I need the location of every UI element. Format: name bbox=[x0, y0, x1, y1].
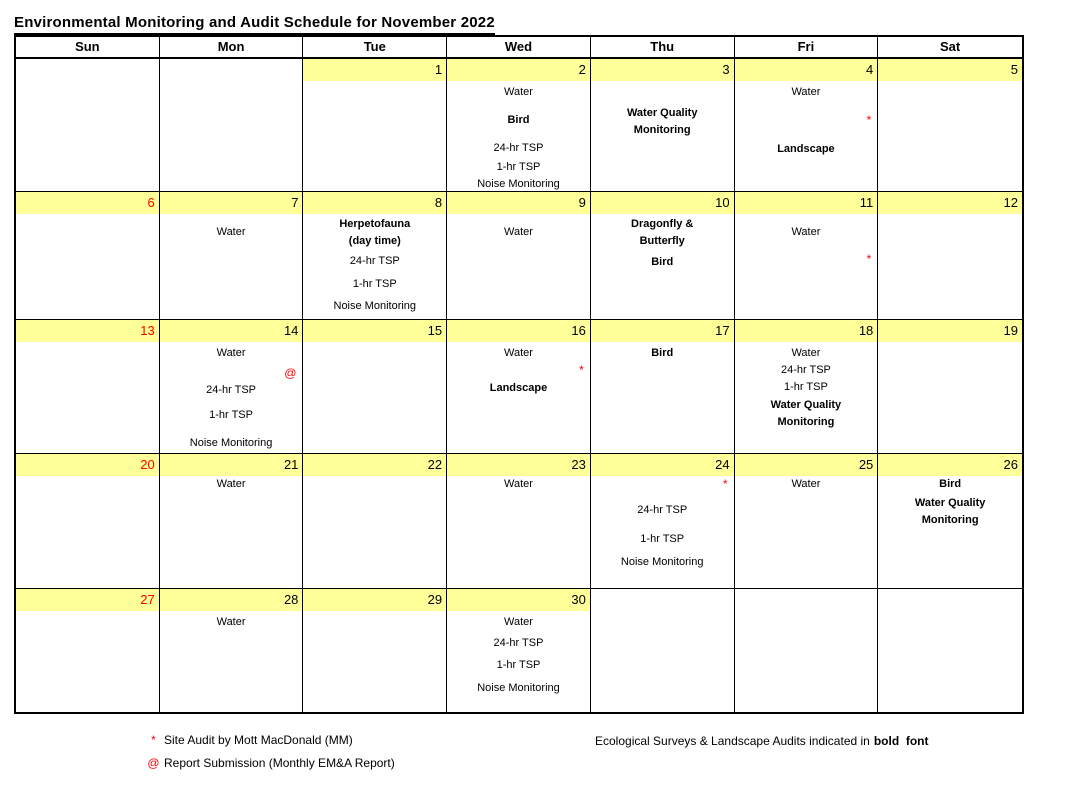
day-cell-8 bbox=[303, 192, 447, 319]
date-number: 29 bbox=[427, 592, 443, 607]
date-number: 23 bbox=[571, 457, 586, 472]
site-audit-marker: * bbox=[866, 252, 872, 266]
day-cell-4 bbox=[735, 59, 879, 191]
day-cell-16 bbox=[447, 320, 591, 453]
day-cell-17 bbox=[591, 320, 735, 453]
site-audit-asterisk-icon: * bbox=[151, 733, 156, 747]
day-cell-21 bbox=[160, 454, 304, 588]
date-number: 13 bbox=[140, 323, 155, 338]
day-cell-20 bbox=[16, 454, 160, 588]
day-cell-27 bbox=[16, 589, 160, 712]
date-number: 20 bbox=[140, 457, 155, 472]
day-cell-3 bbox=[591, 59, 735, 191]
week-row-4 bbox=[16, 454, 1022, 589]
report-submission-at-icon: @ bbox=[147, 756, 160, 770]
report-submission-text: Report Submission (Monthly EM&A Report) bbox=[164, 756, 395, 770]
activity-label: Water bbox=[504, 226, 533, 238]
week-row-2 bbox=[16, 192, 1022, 320]
activity-label: (day time) bbox=[348, 235, 401, 247]
activity-label: 1-hr TSP bbox=[496, 659, 541, 671]
report-submission-marker: @ bbox=[284, 366, 297, 380]
activity-label: Noise Monitoring bbox=[620, 556, 704, 568]
empty-cell bbox=[160, 59, 304, 191]
date-number: 14 bbox=[283, 323, 299, 338]
date-number: 4 bbox=[866, 62, 874, 77]
activity-label: Water bbox=[791, 347, 821, 359]
activity-label: Water Quality bbox=[914, 497, 986, 509]
legend bbox=[146, 733, 395, 779]
activity-label: Noise Monitoring bbox=[477, 178, 560, 190]
day-cell-13 bbox=[16, 320, 160, 453]
activity-label: 1-hr TSP bbox=[640, 533, 685, 545]
bold-font-note bbox=[595, 734, 929, 749]
day-cell-19 bbox=[878, 320, 1022, 453]
date-bar bbox=[16, 454, 159, 476]
date-number: 8 bbox=[434, 195, 443, 210]
date-number: 10 bbox=[715, 195, 730, 210]
day-header-wed: Wed bbox=[447, 37, 591, 57]
date-number: 17 bbox=[715, 323, 730, 338]
day-cell-22 bbox=[303, 454, 447, 588]
activity-label: 1-hr TSP bbox=[352, 278, 397, 290]
date-number: 6 bbox=[147, 195, 155, 210]
calendar-body bbox=[16, 59, 1022, 712]
date-bar bbox=[16, 589, 159, 611]
date-bar bbox=[447, 320, 590, 342]
day-cell-24 bbox=[591, 454, 735, 588]
activity-label: 24-hr TSP bbox=[349, 255, 400, 267]
day-cell-10 bbox=[591, 192, 735, 319]
empty-cell bbox=[878, 589, 1022, 712]
activity-label: Water bbox=[504, 478, 533, 490]
day-cell-28 bbox=[160, 589, 304, 712]
date-bar bbox=[16, 320, 159, 342]
activity-label: 1-hr TSP bbox=[784, 381, 828, 393]
site-audit-marker: * bbox=[722, 477, 728, 491]
date-bar bbox=[447, 589, 590, 611]
day-cell-18 bbox=[735, 320, 879, 453]
date-bar bbox=[447, 192, 590, 214]
activity-label: Water bbox=[791, 226, 821, 238]
date-number: 3 bbox=[722, 62, 730, 77]
activity-label: Dragonfly & bbox=[631, 218, 694, 230]
day-cell-1 bbox=[303, 59, 447, 191]
activity-label: Monitoring bbox=[921, 514, 979, 526]
bold-note-prefix: Ecological Surveys & Landscape Audits indicated in bbox=[595, 734, 870, 748]
date-number: 26 bbox=[1003, 457, 1018, 472]
activity-label: Monitoring bbox=[633, 124, 691, 136]
day-cell-12 bbox=[878, 192, 1022, 319]
date-number: 18 bbox=[858, 323, 874, 338]
date-bar bbox=[160, 454, 303, 476]
day-header-fri: Fri bbox=[735, 37, 879, 57]
activity-label: Water bbox=[791, 478, 821, 490]
day-header-sun: Sun bbox=[16, 37, 160, 57]
date-bar bbox=[591, 320, 734, 342]
activity-label: Water bbox=[504, 616, 533, 628]
date-bar bbox=[591, 192, 734, 214]
date-number: 27 bbox=[140, 592, 155, 607]
activity-label: Monitoring bbox=[777, 416, 835, 428]
activity-label: Bird bbox=[939, 478, 962, 490]
date-bar bbox=[735, 192, 878, 214]
empty-cell bbox=[735, 589, 879, 712]
date-bar bbox=[878, 192, 1022, 214]
day-cell-25 bbox=[735, 454, 879, 588]
date-number: 12 bbox=[1003, 195, 1018, 210]
date-number: 16 bbox=[571, 323, 586, 338]
day-cell-14 bbox=[160, 320, 304, 453]
activity-label: 24-hr TSP bbox=[493, 637, 544, 649]
date-number: 5 bbox=[1010, 62, 1018, 77]
site-audit-text: Site Audit by Mott MacDonald (MM) bbox=[164, 733, 353, 747]
report-submission-legend bbox=[146, 756, 395, 771]
activity-label: Water bbox=[216, 616, 246, 628]
day-cell-6 bbox=[16, 192, 160, 319]
activity-label: 1-hr TSP bbox=[209, 409, 253, 421]
activity-label: Water bbox=[791, 86, 821, 98]
date-bar bbox=[303, 320, 446, 342]
date-bar bbox=[303, 59, 446, 81]
empty-cell bbox=[591, 589, 735, 712]
day-cell-26 bbox=[878, 454, 1022, 588]
day-cell-2 bbox=[447, 59, 591, 191]
day-header-row bbox=[16, 37, 1022, 59]
date-bar bbox=[878, 320, 1022, 342]
date-number: 2 bbox=[578, 62, 586, 77]
activity-label: Herpetofauna bbox=[339, 218, 411, 230]
date-bar bbox=[591, 59, 734, 81]
activity-label: Water Quality bbox=[770, 399, 842, 411]
activity-label: 24-hr TSP bbox=[493, 142, 544, 154]
activity-label: Landscape bbox=[489, 382, 548, 394]
date-bar bbox=[303, 454, 446, 476]
page-title: Environmental Monitoring and Audit Schedule for November 2022 bbox=[14, 14, 495, 35]
day-header-mon: Mon bbox=[160, 37, 304, 57]
date-bar bbox=[303, 589, 446, 611]
activity-label: Water bbox=[504, 86, 533, 98]
activity-label: 1-hr TSP bbox=[496, 161, 541, 173]
week-row-3 bbox=[16, 320, 1022, 454]
bold-note-bold-part: bold font bbox=[873, 734, 929, 748]
site-audit-marker: * bbox=[579, 363, 584, 377]
date-number: 1 bbox=[434, 62, 443, 77]
activity-label: 24-hr TSP bbox=[637, 504, 688, 516]
date-bar bbox=[16, 192, 159, 214]
activity-label: Noise Monitoring bbox=[189, 437, 273, 449]
date-number: 30 bbox=[571, 592, 586, 607]
date-bar bbox=[160, 320, 303, 342]
date-bar bbox=[303, 192, 446, 214]
date-number: 24 bbox=[715, 457, 730, 472]
week-row-5 bbox=[16, 589, 1022, 712]
day-header-sat: Sat bbox=[940, 39, 961, 54]
day-cell-29 bbox=[303, 589, 447, 712]
activity-label: Water bbox=[216, 226, 246, 238]
date-number: 25 bbox=[858, 457, 874, 472]
day-cell-15 bbox=[303, 320, 447, 453]
date-bar bbox=[160, 589, 303, 611]
empty-cell bbox=[16, 59, 160, 191]
date-number: 28 bbox=[283, 592, 299, 607]
day-cell-23 bbox=[447, 454, 591, 588]
date-bar bbox=[447, 454, 590, 476]
activity-label: Bird bbox=[507, 114, 530, 126]
date-number: 22 bbox=[427, 457, 443, 472]
activity-label: 24-hr TSP bbox=[780, 364, 831, 376]
site-audit-marker: * bbox=[866, 113, 872, 127]
day-header-thu: Thu bbox=[591, 37, 735, 57]
day-cell-30 bbox=[447, 589, 591, 712]
activity-label: Noise Monitoring bbox=[477, 682, 560, 694]
activity-label: Butterfly bbox=[639, 235, 685, 247]
activity-label: Noise Monitoring bbox=[333, 300, 417, 312]
date-bar bbox=[591, 454, 734, 476]
date-bar bbox=[878, 454, 1022, 476]
date-number: 9 bbox=[578, 195, 586, 210]
calendar-table bbox=[14, 35, 1024, 714]
day-cell-7 bbox=[160, 192, 304, 319]
date-number: 7 bbox=[291, 195, 299, 210]
site-audit-legend bbox=[146, 733, 395, 748]
activity-label: Water bbox=[216, 478, 246, 490]
date-bar bbox=[735, 320, 878, 342]
date-number: 11 bbox=[859, 195, 874, 210]
activity-label: Water bbox=[216, 347, 246, 359]
week-row-1 bbox=[16, 59, 1022, 192]
date-number: 21 bbox=[283, 457, 299, 472]
date-bar bbox=[160, 192, 303, 214]
activity-label: 24-hr TSP bbox=[206, 384, 257, 396]
day-cell-5 bbox=[878, 59, 1022, 191]
date-bar bbox=[878, 59, 1022, 81]
date-number: 15 bbox=[427, 323, 443, 338]
date-bar bbox=[735, 454, 878, 476]
activity-label: Water bbox=[504, 347, 533, 359]
activity-label: Bird bbox=[651, 256, 674, 268]
date-bar bbox=[447, 59, 590, 81]
activity-label: Water Quality bbox=[626, 107, 698, 119]
day-header-tue: Tue bbox=[303, 37, 447, 57]
activity-label: Landscape bbox=[777, 143, 835, 155]
day-cell-11 bbox=[735, 192, 879, 319]
activity-label: Bird bbox=[651, 347, 674, 359]
date-bar bbox=[735, 59, 878, 81]
day-cell-9 bbox=[447, 192, 591, 319]
date-number: 19 bbox=[1003, 323, 1018, 338]
